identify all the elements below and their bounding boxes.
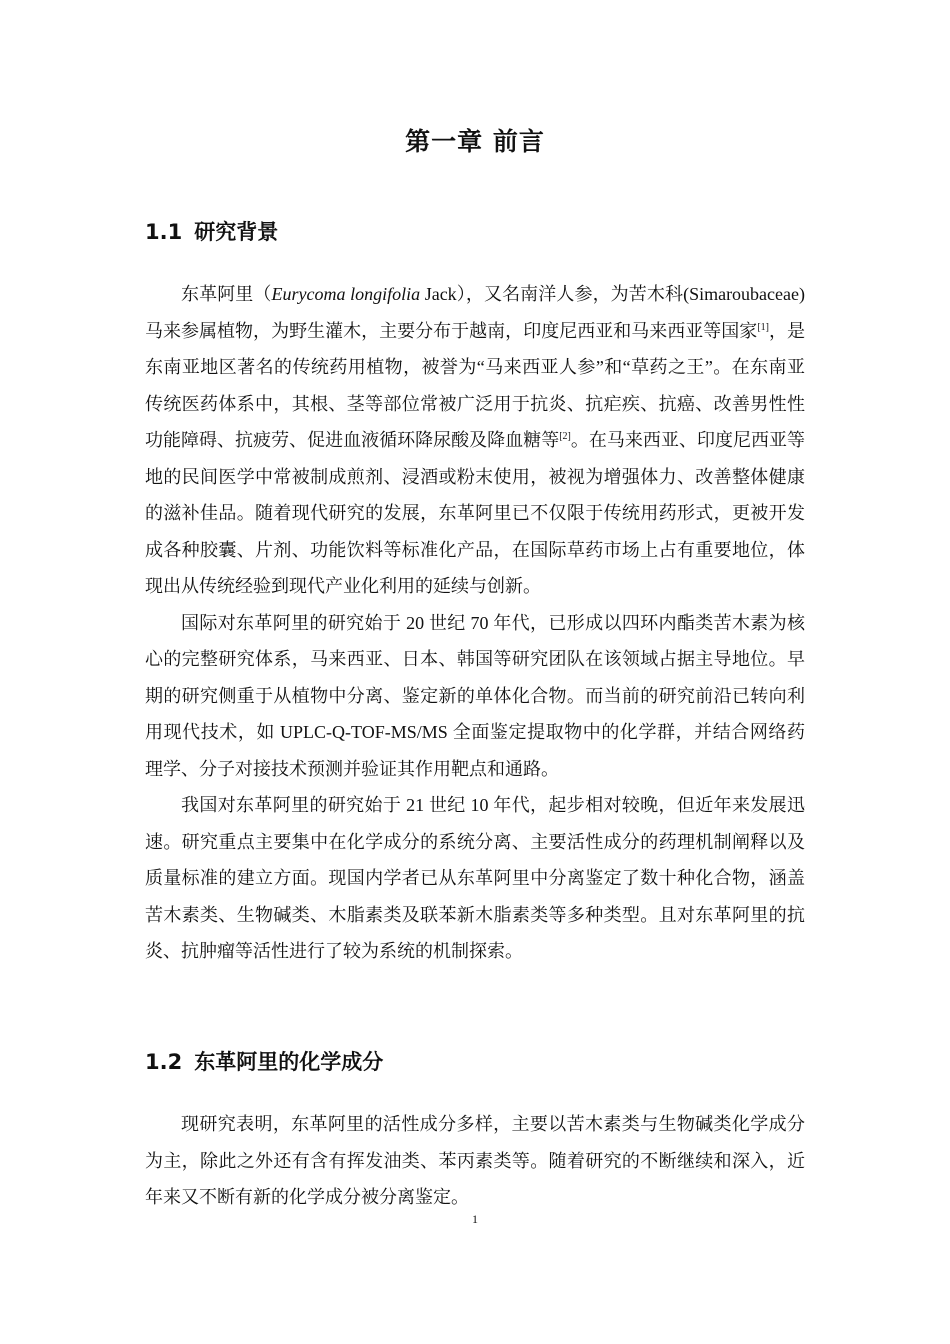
section-1-1-body [145,276,805,970]
section-title-text: 东革阿里的化学成分 [194,1050,384,1074]
citation-ref[interactable]: [2] [559,431,571,442]
latin-species-name: Eurycoma longifolia [271,284,421,304]
section-heading-1-2 [145,1046,383,1076]
paragraph-2: 国际对东革阿里的研究始于 20 世纪 70 年代，已形成以四环内酯类苦木素为核心的完整研究体系，马来西亚、日本、韩国等研究团队在该领域占据主导地位。早期的研究侧重于从植物中分离、鉴定新的单体化合物。而当前的研究前沿已转向利用现代技术，如 UPLC-Q-TOF-MS/MS 全面鉴定提取物中的化学群，并结合网络药理学、分子对接技术预测并验证其作用靶点和通路。 [145,612,805,779]
section-heading-1-1 [145,216,278,246]
chapter-title: 第一章 前言 [405,127,545,156]
paragraph-1: 现研究表明，东革阿里的活性成分多样，主要以苦木素类与生物碱类化学成分为主，除此之外还有含有挥发油类、苯丙素类等。随着研究的不断继续和深入，近年来又不断有新的化学成分被分离鉴定。 [145,1114,805,1207]
paragraph-text: 。在马来西亚、印度尼西亚等地的民间医学中常被制成煎剂、浸酒或粉末使用，被视为增强体力、改善整体健康的滋补佳品。随着现代研究的发展，东革阿里已不仅限于传统用药形式，更被开发成各种胶囊、片剂、功能饮料等标准化产品，在国际草药市场上占有重要地位，体现出从传统经验到现代产业化利用的延续与创新。 [145,430,806,596]
section-1-2-body [145,1106,805,1216]
section-title-text: 研究背景 [194,220,279,244]
section-number: 1.2 [145,1050,183,1074]
section-number: 1.1 [145,220,183,244]
paragraph-text: Jack），又名南洋人参，为苦木科(Simaroubaceae)马来参属植物，为野生灌木，主要分布于越南，印度尼西亚和马来西亚等国家 [145,284,806,341]
paragraph-1 [145,276,805,605]
paragraph-text: ，是东南亚地区著名的传统药用植物，被誉为“马来西亚人参”和“草药之王”。在东南亚传统医药体系中，其根、茎等部位常被广泛用于抗炎、抗疟疾、抗癌、改善男性性功能障碍、抗疲劳、促进血液循环降尿酸及降血糖等 [145,320,806,450]
page-number: 1 [472,1212,478,1226]
citation-ref[interactable]: [1] [757,321,769,333]
paragraph-text: 东革阿里（ [181,284,272,304]
paragraph-3: 我国对东革阿里的研究始于 21 世纪 10 年代，起步相对较晚，但近年来发展迅速。研究重点主要集中在化学成分的系统分离、主要活性成分的药理机制阐释以及质量标准的建立方面。现国内学者已从东革阿里中分离鉴定了数十种化合物，涵盖苦木素类、生物碱类、木脂素类及联苯新木脂素类等多种类型。且对东革阿里的抗炎、抗肿瘤等活性进行了较为系统的机制探索。 [145,795,805,961]
